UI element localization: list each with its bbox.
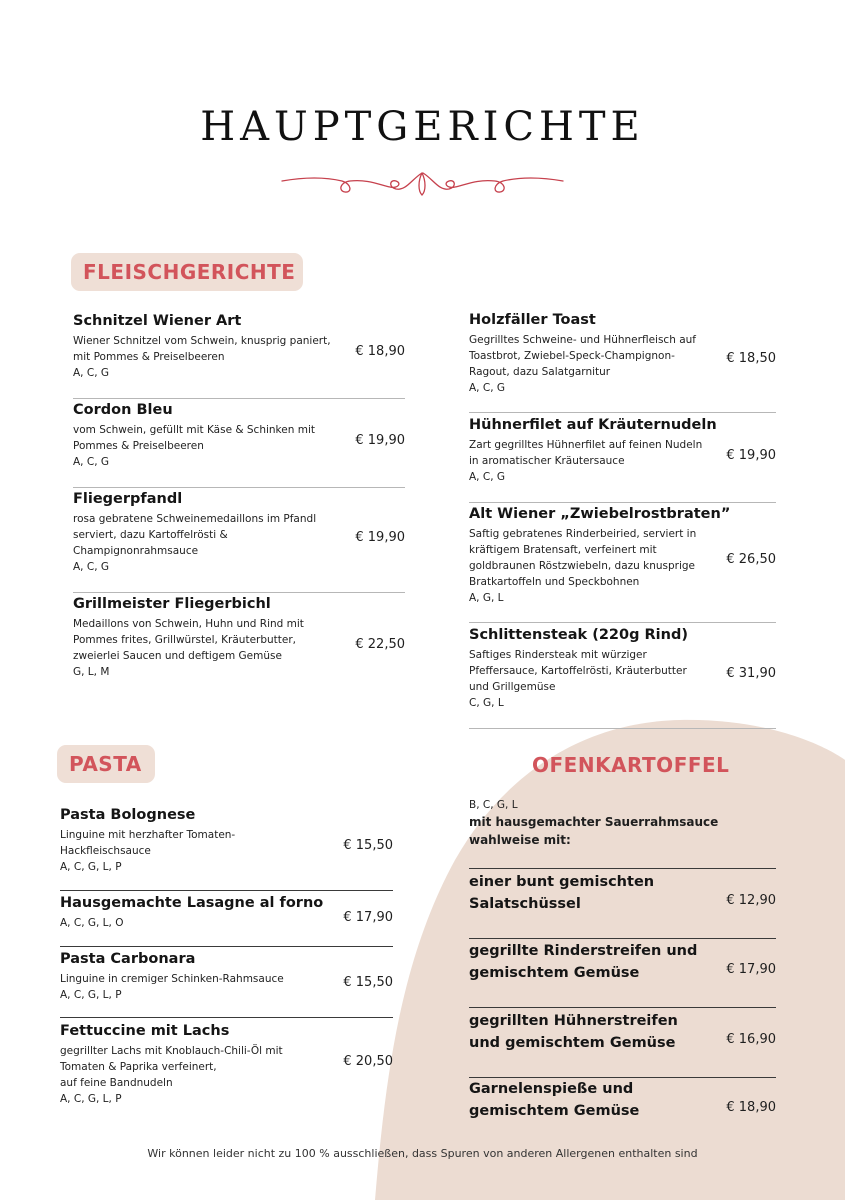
divider (469, 938, 776, 939)
dish-name: Schlittensteak (220g Rind) (469, 627, 688, 643)
menu-item (469, 1010, 776, 1054)
description-line: Saftig gebratenes Rinderbeiried, serviert in (469, 528, 697, 540)
description-line: gegrillter Lachs mit Knoblauch-Chili-Öl mit (60, 1045, 283, 1057)
menu-item (73, 311, 405, 381)
intro-line: mit hausgemachter Sauerrahmsauce (469, 815, 719, 829)
divider (60, 1017, 393, 1018)
description-line: Tomaten & Paprika verfeinert, (60, 1061, 217, 1073)
price: € 20,50 (343, 1054, 393, 1069)
price: € 19,90 (355, 530, 405, 545)
description-line: Champignonrahmsauce (73, 545, 199, 557)
divider (469, 412, 776, 413)
description-line: rosa gebratene Schweinemedaillons im Pfandl (73, 513, 317, 525)
ornament-flourish (280, 165, 565, 201)
description-line: Pfeffersauce, Kartoffelrösti, Kräuterbutter (469, 665, 687, 677)
allergens: A, C, G, L, P (60, 989, 122, 1001)
description-line: Toastbrot, Zwiebel-Speck-Champignon- (469, 350, 675, 362)
description-line: Bratkartoffeln und Speckbohnen (469, 576, 640, 588)
dish-name: Fliegerpfandl (73, 491, 183, 507)
menu-item (469, 1078, 776, 1122)
section-title-fleischgerichte: FLEISCHGERICHTE (71, 253, 303, 291)
allergens: A, G, L (469, 592, 504, 604)
allergens: A, C, G (73, 456, 110, 468)
description-line: Pommes & Preiselbeeren (73, 440, 204, 452)
description-line: goldbraunen Röstzwiebeln, dazu knusprige (469, 560, 696, 572)
dish-name: Cordon Bleu (73, 402, 173, 418)
allergens: A, C, G, L, O (60, 917, 124, 929)
description-line: kräftigem Bratensaft, verfeinert mit (469, 544, 657, 556)
dish-name: einer bunt gemischten Salatschüssel (469, 874, 655, 912)
divider (73, 398, 405, 399)
dish-name: Schnitzel Wiener Art (73, 313, 242, 329)
allergens: B, C, G, L (469, 799, 518, 811)
price: € 12,90 (726, 893, 776, 908)
price: € 19,90 (355, 433, 405, 448)
page-title: HAUPTGERICHTE (200, 104, 645, 150)
divider (60, 890, 393, 891)
description-line: Ragout, dazu Salatgarnitur (469, 366, 611, 378)
price: € 31,90 (726, 666, 776, 681)
menu-item (469, 310, 776, 396)
description-line: serviert, dazu Kartoffelrösti & (73, 529, 228, 541)
menu-item (469, 940, 776, 984)
description-line: Medaillons von Schwein, Huhn und Rind mit (73, 618, 304, 630)
price: € 17,90 (726, 962, 776, 977)
price: € 15,50 (343, 975, 393, 990)
description-line: Wiener Schnitzel vom Schwein, knusprig paniert, (73, 335, 331, 347)
allergens: A, C, G (73, 561, 110, 573)
dish-name: gegrillten Hühnerstreifen und gemischtem Gemüse (469, 1013, 678, 1051)
divider (73, 487, 405, 488)
price: € 16,90 (726, 1032, 776, 1047)
description-line: Pommes frites, Grillwürstel, Kräuterbutter, (73, 634, 297, 646)
description-line: Saftiges Rindersteak mit würziger (469, 649, 647, 661)
allergens: A, C, G, L, P (60, 1093, 122, 1105)
intro-line: wahlweise mit: (469, 833, 571, 847)
dish-name: Holzfäller Toast (469, 312, 596, 328)
price: € 18,90 (726, 1100, 776, 1115)
description-line: und Grillgemüse (469, 681, 556, 693)
dish-name: Alt Wiener „Zwiebelrostbraten” (469, 506, 731, 522)
divider (469, 502, 776, 503)
menu-item (73, 594, 405, 680)
allergens: A, C, G (469, 471, 506, 483)
price: € 19,90 (726, 448, 776, 463)
dish-name: Grillmeister Fliegerbichl (73, 596, 271, 612)
section-title-ofenkartoffel: OFENKARTOFFEL (532, 753, 730, 777)
section-title-pasta: PASTA (57, 745, 155, 783)
divider (469, 1007, 776, 1008)
divider (73, 592, 405, 593)
divider (469, 868, 776, 869)
description-line: mit Pommes & Preiselbeeren (73, 351, 225, 363)
allergens: G, L, M (73, 666, 110, 678)
dish-name: Hühnerfilet auf Kräuternudeln (469, 417, 717, 433)
price: € 18,50 (726, 351, 776, 366)
description-line: Hackfleischsauce (60, 845, 151, 857)
price: € 15,50 (343, 838, 393, 853)
description-line: Linguine mit herzhafter Tomaten- (60, 829, 236, 841)
description-line: Linguine in cremiger Schinken-Rahmsauce (60, 973, 284, 985)
menu-item (60, 893, 393, 931)
menu-item (469, 871, 776, 915)
divider (60, 946, 393, 947)
description-line: in aromatischer Kräutersauce (469, 455, 625, 467)
price: € 18,90 (355, 344, 405, 359)
menu-item (73, 489, 405, 575)
divider (469, 728, 776, 729)
dish-name: Fettuccine mit Lachs (60, 1023, 230, 1039)
dish-name: Garnelenspieße und gemischtem Gemüse (469, 1081, 640, 1119)
menu-item (469, 625, 776, 711)
divider (469, 622, 776, 623)
menu-item (469, 504, 776, 606)
allergen-disclaimer: Wir können leider nicht zu 100 % ausschließen, dass Spuren von anderen Allergenen enthalten sind (147, 1147, 698, 1160)
description-line: zweierlei Saucen und deftigem Gemüse (73, 650, 282, 662)
menu-item (60, 1021, 393, 1107)
menu-item (60, 949, 393, 1003)
description-line: Zart gegrilltes Hühnerfilet auf feinen Nudeln (469, 439, 703, 451)
menu-item (469, 415, 776, 485)
description-line: vom Schwein, gefüllt mit Käse & Schinken mit (73, 424, 315, 436)
allergens: A, C, G, L, P (60, 861, 122, 873)
menu-item (60, 805, 393, 875)
menu-item (73, 400, 405, 470)
description-line: Gegrilltes Schweine- und Hühnerfleisch auf (469, 334, 696, 346)
dish-name: Pasta Carbonara (60, 951, 196, 967)
price: € 26,50 (726, 552, 776, 567)
dish-name: gegrillte Rinderstreifen und gemischtem Gemüse (469, 943, 698, 981)
ofenkartoffel-intro (469, 797, 789, 849)
allergens: C, G, L (469, 697, 504, 709)
price: € 17,90 (343, 910, 393, 925)
allergens: A, C, G (469, 382, 506, 394)
dish-name: Pasta Bolognese (60, 807, 196, 823)
price: € 22,50 (355, 637, 405, 652)
description-line: auf feine Bandnudeln (60, 1077, 173, 1089)
dish-name: Hausgemachte Lasagne al forno (60, 895, 324, 911)
allergens: A, C, G (73, 367, 110, 379)
